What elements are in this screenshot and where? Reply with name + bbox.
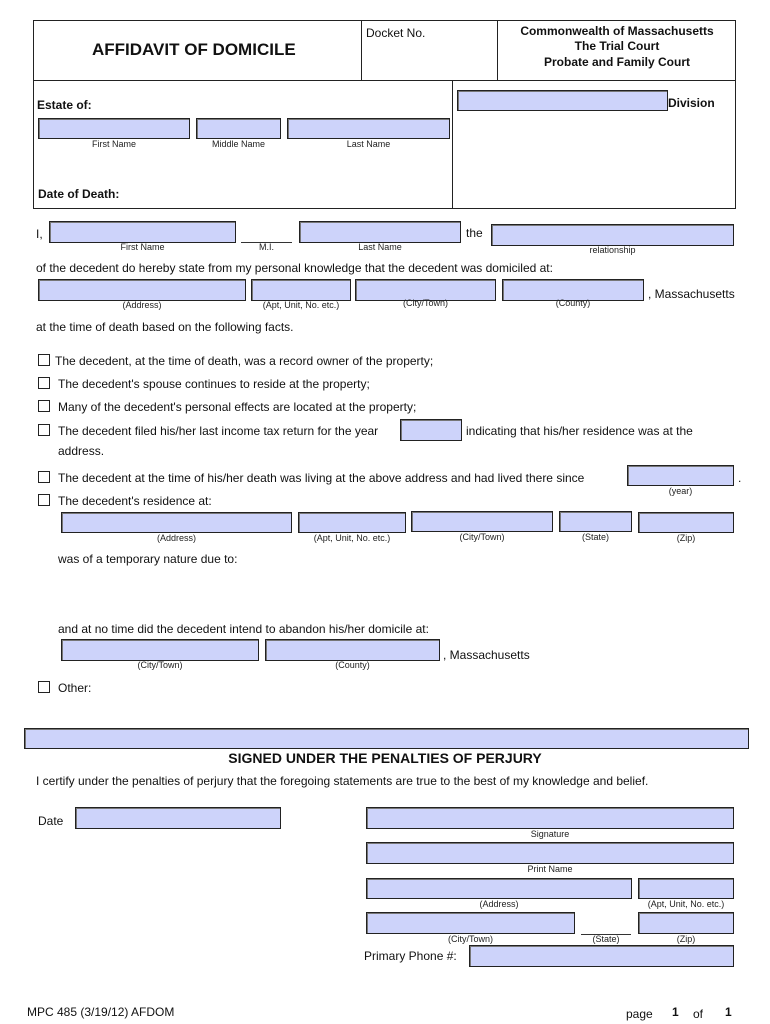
signer-zip-field[interactable]	[638, 912, 734, 934]
division-label: Division	[668, 96, 715, 110]
signer-zip-caption: (Zip)	[676, 934, 696, 944]
signer-address-field[interactable]	[366, 878, 632, 899]
date-label: Date	[38, 814, 64, 828]
signer-apt-caption: (Apt, Unit, No. etc.)	[647, 899, 725, 909]
residence-apt-caption: (Apt, Unit, No. etc.)	[313, 533, 391, 543]
living-since-checkbox[interactable]	[38, 471, 50, 483]
domicile-city2-caption: (City/Town)	[137, 660, 183, 670]
residence-apt-field[interactable]	[298, 512, 406, 533]
estate-last-name-field[interactable]	[287, 118, 450, 139]
header-border-bottom	[33, 208, 736, 209]
page-label: page	[626, 1007, 653, 1021]
domicile-state-text: , Massachusetts	[648, 287, 735, 301]
print-name-caption: Print Name	[527, 864, 573, 874]
no-abandon-label: and at no time did the decedent intend to abandon his/her domicile at:	[58, 622, 429, 636]
residence-address-caption: (Address)	[156, 533, 196, 543]
estate-last-name-caption: Last Name	[346, 139, 391, 149]
perjury-statement: I certify under the penalties of perjury that the foregoing statements are true to the best of my knowledge and belief.	[36, 774, 649, 788]
court-name-line2: The Trial Court	[574, 39, 660, 53]
docket-divider	[361, 20, 362, 81]
signature-caption: Signature	[530, 829, 570, 839]
signer-city-field[interactable]	[366, 912, 575, 934]
personal-effects-checkbox[interactable]	[38, 400, 50, 412]
court-name-line3: Probate and Family Court	[543, 55, 691, 69]
signer-address-caption: (Address)	[479, 899, 519, 909]
record-owner-checkbox[interactable]	[38, 354, 50, 366]
affiant-first-name-field[interactable]	[49, 221, 236, 243]
domicile-address-caption: (Address)	[122, 300, 162, 310]
form-title: AFFIDAVIT OF DOMICILE	[92, 40, 296, 59]
affiant-last-name-field[interactable]	[299, 221, 461, 243]
residence-city-caption: (City/Town)	[459, 532, 505, 542]
relationship-field[interactable]	[491, 224, 734, 246]
personal-effects-label: Many of the decedent's personal effects are located at the property;	[58, 400, 417, 414]
affiant-last-name-caption: Last Name	[358, 242, 402, 252]
domicile-county2-caption: (County)	[335, 660, 370, 670]
form-id: MPC 485 (3/19/12) AFDOM	[27, 1005, 175, 1019]
division-field[interactable]	[457, 90, 668, 111]
the-label: the	[466, 226, 483, 240]
perjury-heading: SIGNED UNDER THE PENALTIES OF PERJURY	[228, 750, 542, 766]
living-since-label: The decedent at the time of his/her death was living at the above address and had lived there since	[58, 471, 585, 485]
other-details-field[interactable]	[24, 728, 749, 749]
date-of-death-label: Date of Death:	[38, 187, 120, 201]
domicile-county-caption: (County)	[555, 298, 591, 308]
docket-label: Docket No.	[366, 26, 426, 40]
residence-state-field[interactable]	[559, 511, 632, 532]
living-since-period: .	[738, 471, 742, 485]
residence-zip-caption: (Zip)	[676, 533, 696, 543]
header-border-middle	[33, 80, 736, 81]
record-owner-label: The decedent, at the time of death, was a record owner of the property;	[55, 354, 434, 368]
date-field[interactable]	[75, 807, 281, 829]
primary-phone-label: Primary Phone #:	[364, 949, 457, 963]
domicile-city-caption: (City/Town)	[402, 298, 448, 308]
signature-field[interactable]	[366, 807, 734, 829]
spouse-resides-checkbox[interactable]	[38, 377, 50, 389]
domicile-county2-field[interactable]	[265, 639, 440, 661]
residence-state-caption: (State)	[581, 532, 609, 542]
signer-state-caption: (State)	[592, 934, 620, 944]
of-label: of	[693, 1007, 704, 1021]
spouse-resides-label: The decedent's spouse continues to reside at the property;	[58, 377, 370, 391]
tax-return-label: The decedent filed his/her last income tax return for the year	[58, 424, 379, 438]
tax-return-year-field[interactable]	[400, 419, 462, 441]
affiant-i-label: I,	[36, 227, 43, 241]
page-number: 1	[672, 1005, 679, 1019]
temporary-residence-checkbox[interactable]	[38, 494, 50, 506]
domicile-address-field[interactable]	[38, 279, 246, 301]
tax-return-label-cont: indicating that his/her residence was at the	[466, 424, 693, 438]
print-name-field[interactable]	[366, 842, 734, 864]
living-since-year-field[interactable]	[627, 465, 734, 486]
residence-zip-field[interactable]	[638, 512, 734, 533]
signer-apt-field[interactable]	[638, 878, 734, 899]
affiant-first-name-caption: First Name	[120, 242, 165, 252]
facts-intro: at the time of death based on the following facts.	[36, 320, 294, 334]
page-total: 1	[725, 1005, 732, 1019]
division-divider	[452, 80, 453, 209]
temporary-nature-label: was of a temporary nature due to:	[58, 552, 238, 566]
residence-city-field[interactable]	[411, 511, 553, 532]
header-border-left	[33, 20, 34, 209]
domicile-statement: of the decedent do hereby state from my personal knowledge that the decedent was domiciled at:	[36, 261, 553, 275]
tax-return-label-end: address.	[58, 444, 105, 458]
header-border-top	[33, 20, 736, 21]
court-divider	[497, 20, 498, 81]
residence-address-field[interactable]	[61, 512, 292, 533]
affiant-mi-caption: M.I.	[259, 242, 274, 252]
relationship-caption: relationship	[589, 245, 636, 255]
domicile-apt-field[interactable]	[251, 279, 351, 301]
estate-middle-name-field[interactable]	[196, 118, 281, 139]
other-checkbox[interactable]	[38, 681, 50, 693]
other-label: Other:	[58, 681, 92, 695]
tax-return-checkbox[interactable]	[38, 424, 50, 436]
header-border-right	[735, 20, 736, 209]
estate-first-name-caption: First Name	[91, 139, 136, 149]
signer-city-caption: (City/Town)	[447, 934, 493, 944]
living-since-year-caption: (year)	[668, 486, 693, 496]
domicile-city2-field[interactable]	[61, 639, 259, 661]
estate-label: Estate of:	[37, 98, 92, 112]
court-name-line1: Commonwealth of Massachusetts	[520, 24, 714, 38]
temporary-residence-label: The decedent's residence at:	[58, 494, 212, 508]
primary-phone-field[interactable]	[469, 945, 734, 967]
estate-first-name-field[interactable]	[38, 118, 190, 139]
domicile-apt-caption: (Apt, Unit, No. etc.)	[262, 300, 340, 310]
domicile2-state-text: , Massachusetts	[443, 648, 530, 662]
estate-middle-name-caption: Middle Name	[211, 139, 266, 149]
